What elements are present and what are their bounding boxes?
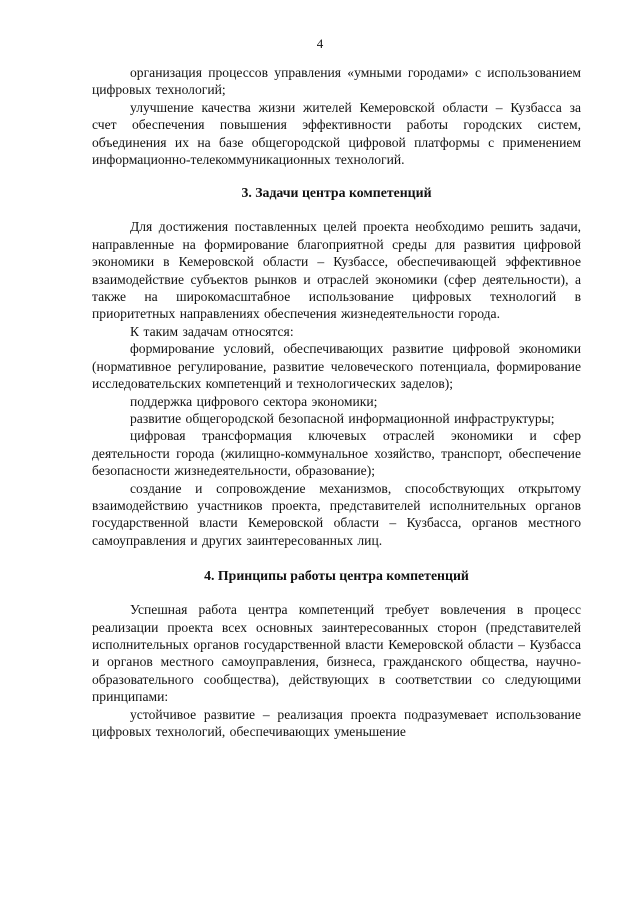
section-3-heading: 3. Задачи центра компетенций — [241, 185, 432, 201]
section-4-body — [92, 601, 581, 740]
section-4-heading: 4. Принципы работы центра компетенций — [204, 568, 469, 584]
section-4-paragraph: устойчивое развитие – реализация проекта подразумевает использование цифровых технологий, обеспечивающих уменьшение — [92, 706, 581, 739]
intro-item: улучшение качества жизни жителей Кемеровской области – Кузбасса за счет обеспечения повышения эффективности работы городских систем, объединения их на базе общегородской цифровой платформы с применением информационно-телекоммуникационных технологий. — [92, 99, 581, 168]
page-content — [92, 64, 581, 740]
section-3-paragraph: К таким задачам относятся: — [130, 323, 294, 339]
intro-item: организация процессов управления «умными городами» с использованием цифровых технологий; — [92, 65, 581, 98]
section-4-paragraph: Успешная работа центра компетенций требует вовлечения в процесс реализации проекта всех основных заинтересованных сторон (представителей исполнительных органов государственной власти Кемеровской области – Кузбасса и органов местного самоуправления, бизнеса, гражданского общества, научно-образовательного сообщества), действующих в соответствии со следующими принципами: — [92, 602, 581, 705]
section-3-body — [92, 218, 581, 549]
page-number: 4 — [316, 36, 324, 51]
section-3-list-item: цифровая трансформация ключевых отраслей экономики и сфер деятельности города (жилищно-коммунальное хозяйство, транспорт, обеспечение безопасности жизнедеятельности, образование); — [92, 428, 581, 479]
section-3-list-item: формирование условий, обеспечивающих развитие цифровой экономики (нормативное регулирование, развитие человеческого потенциала, формирование исследовательских компетенций и технологических заделов); — [92, 341, 581, 392]
section-3-list-item: создание и сопровождение механизмов, способствующих открытому взаимодействию участников проекта, представителей исполнительных органов государственной власти Кемеровской области – Кузбасса, органов местного самоуправления и других заинтересованных лиц. — [92, 480, 581, 548]
section-3-list-item: развитие общегородской безопасной информационной инфраструктуры; — [130, 410, 555, 426]
section-3-list-item: поддержка цифрового сектора экономики; — [130, 393, 378, 409]
section-3-paragraph: Для достижения поставленных целей проекта необходимо решить задачи, направленные на формирование благоприятной среды для развития цифровой экономики в Кемеровской области – Кузбассе, обеспечивающей эффективное взаимодействие субъектов рынков и отраслей экономики (сфер деятельности), а также на широкомасштабное использование цифровых технологий в приоритетных направлениях обеспечения жизнедеятельности города. — [92, 219, 581, 322]
